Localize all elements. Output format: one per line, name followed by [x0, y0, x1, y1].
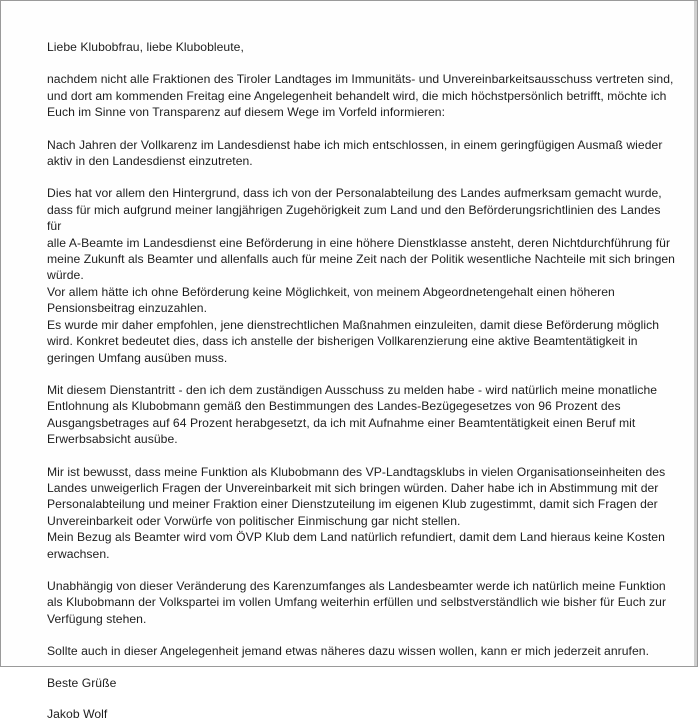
paragraph-decision: Nach Jahren der Vollkarenz im Landesdienst habe ich mich entschlossen, in einem geringfügigen Ausmaß wieder aktiv in den Landesdienst einzutreten. [47, 137, 663, 169]
signature-name: Jakob Wolf [47, 707, 108, 721]
closing: Beste Grüße [47, 675, 117, 690]
paragraph-salary: Mit diesem Dienstantritt - den ich dem zuständigen Ausschuss zu melden habe - wird natürlich meine monatliche Entlohnung als Klubobmann gemäß den Bestimmungen des Landes-Bezügegesetzes von 96 Prozent des Ausgangsbetrages auf 64 Prozent herabgesetzt, da ich mit Aufnahme einer Beamtentätigkeit einen Beruf mit Erwerbsabsicht ausübe. [47, 382, 658, 447]
paragraph-contact: Sollte auch in dieser Angelegenheit jemand etwas näheres dazu wissen wollen, kann er mich jederzeit anrufen. [47, 644, 649, 659]
paragraph-background: Dies hat vor allem den Hintergrund, dass ich von der Personalabteilung des Landes aufmerksam gemacht wurde, dass für mich aufgrund meiner langjährigen Zugehörigkeit zum Land und den Beförderungsrichtlinien des Landes für alle A-Beamte im Landesdienst eine Beförderung in eine höhere Dienstklasse ansteht, deren Nichtdurchführung für meine Zukunft als Beamter und allenfalls auch für meine Zeit nach der Politik wesentliche Nachteile mit sich bringen würde. Vor allem hätte ich ohne Beförderung keine Möglichkeit, von meinem Abgeordnetengehalt einen höheren Pensionsbeitrag einzuzahlen. Es wurde mir daher empfohlen, jene dienstrechtlichen Maßnahmen einzuleiten, damit diese Beförderung möglich wird. Konkret bedeutet dies, dass ich anstelle der bisherigen Vollkarenzierung eine aktive Beamtentätigkeit in geringen Umfang ausüben muss. [47, 186, 675, 365]
paragraph-intro: nachdem nicht alle Fraktionen des Tiroler Landtages im Immunitäts- und Unvereinbarkeitsausschuss vertreten sind, und dort am kommenden Freitag eine Angelegenheit behandelt wird, die mich höchstpersönlich betrifft, möchte ich Euch im Sinne von Transparenz auf diesem Wege im Vorfeld informieren: [47, 72, 674, 120]
paragraph-incompatibility: Mir ist bewusst, dass meine Funktion als Klubobmann des VP-Landtagsklubs in vielen Organisationseinheiten des Landes unweigerlich Fragen der Unvereinbarkeit mit sich bringen würden. Daher habe ich in Abstimmung mit der Personalabteilung und meiner Fraktion einer Dienstzuteilung im eigenen Klub zugestimmt, damit sich Fragen der Unvereinbarkeit oder Vorwürfe von politischer Einmischung gar nicht stellen. Mein Bezug als Beamter wird vom ÖVP Klub dem Land natürlich refundiert, damit dem Land hieraus keine Kosten erwachsen. [47, 464, 666, 561]
salutation: Liebe Klubobfrau, liebe Klubobleute, [47, 40, 244, 54]
paragraph-function: Unabhängig von dieser Veränderung des Karenzumfanges als Landesbeamter werde ich natürlich meine Funktion als Klubobmann der Volkspartei im vollen Umfang weiterhin erfüllen und selbstverständlich wie bisher für Euch zur Verfügung stehen. [47, 578, 667, 626]
letter-body [47, 39, 677, 722]
